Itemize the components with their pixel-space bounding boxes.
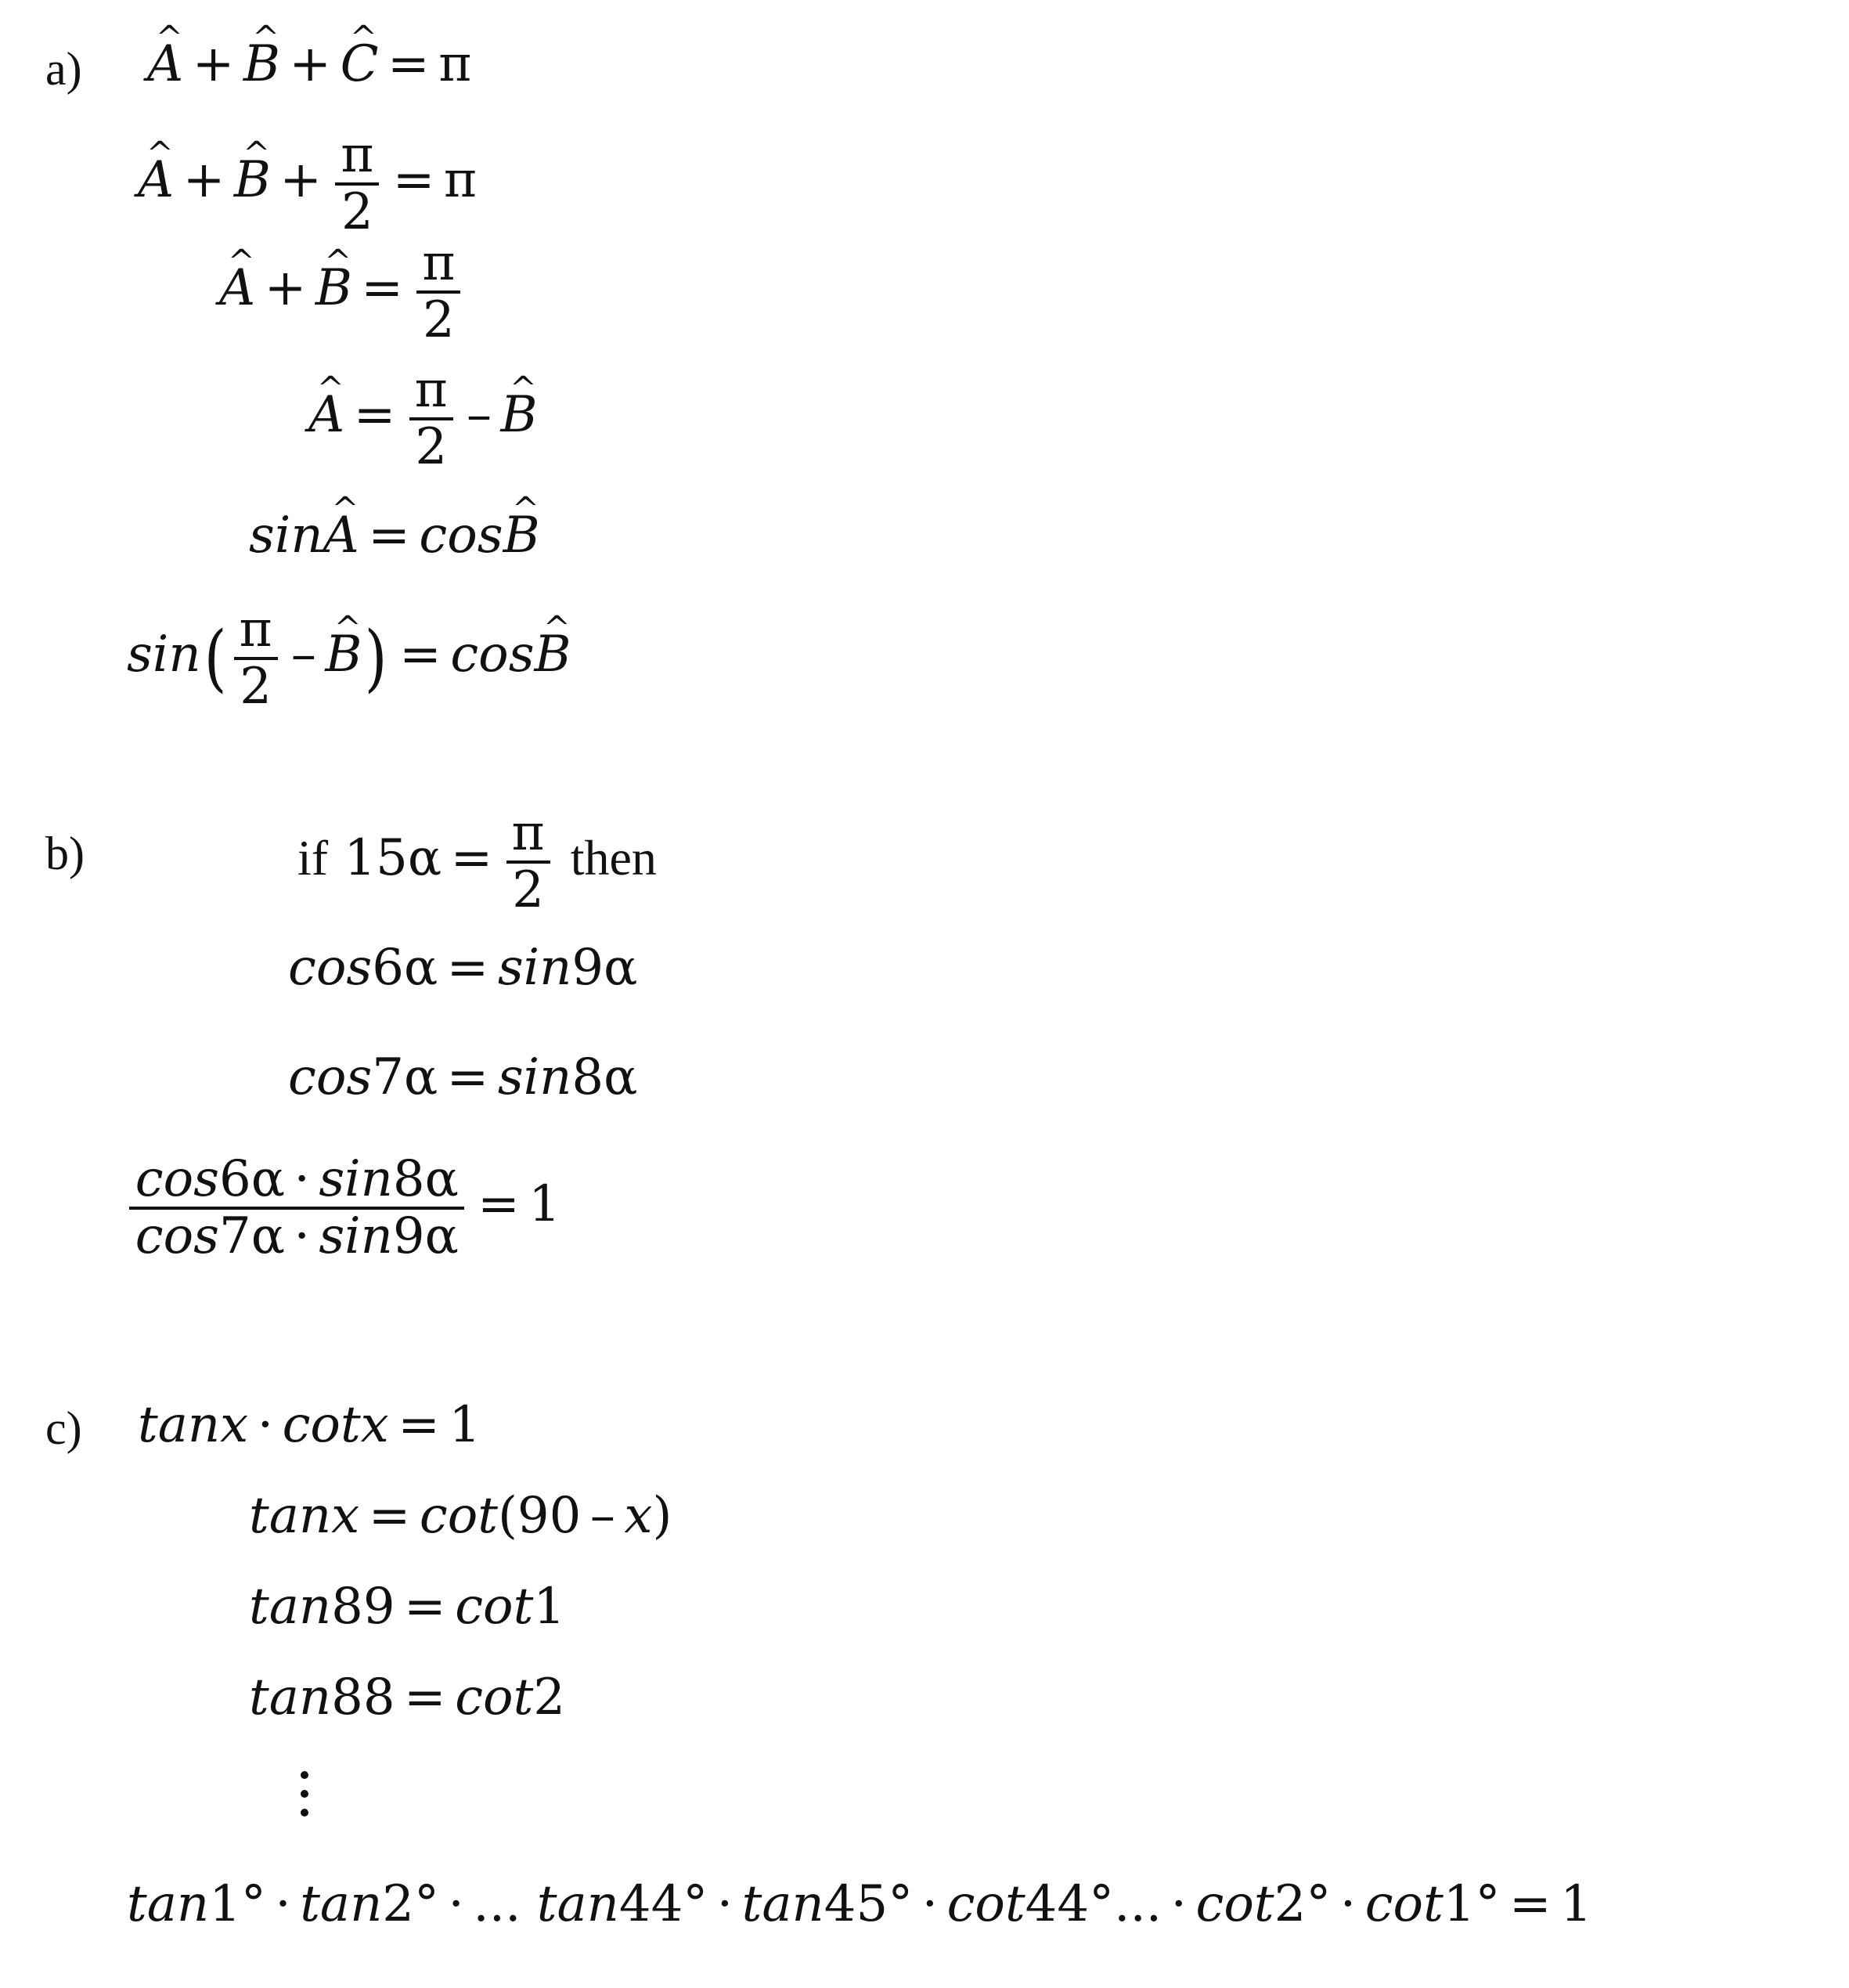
- fraction-trig-product: $\frac{\cos 6\alpha \cdot \sin 8\alpha}{\cos 7\alpha \cdot \sin 9\alpha}$: [129, 1154, 464, 1261]
- fraction-pi-over-2: $\frac{\pi}{2}$: [409, 365, 453, 472]
- equation-a2: ^ A +^ B + $\frac{\pi}{2}$ = π: [138, 130, 477, 237]
- equation-a4: ^ A = $\frac{\pi}{2}$ –^ B: [308, 365, 538, 472]
- equation-b2: cos6α = sin9α: [288, 939, 638, 997]
- equation-c5: tan1° · tan2° · ... tan44° · tan45° · cot44°... · cot2° · cot1° = 1: [127, 1875, 1592, 1933]
- equation-c1: tanx · cotx = 1: [138, 1396, 481, 1454]
- equation-c2: tanx = cot(90 – x): [249, 1487, 672, 1545]
- equation-a1: ^ A +^ B +^ C = π: [147, 39, 471, 89]
- equation-b3: cos7α = sin8α: [288, 1048, 638, 1106]
- fraction-pi-over-2: $\frac{\pi}{2}$: [506, 808, 550, 915]
- B-hat: ^ B: [243, 39, 280, 89]
- fraction-pi-over-2: $\frac{\pi}{2}$: [335, 130, 380, 237]
- equation-a3: ^ A +^ B = $\frac{\pi}{2}$: [219, 238, 465, 345]
- equation-c3: tan89 = cot1: [249, 1578, 565, 1636]
- C-hat: ^ C: [341, 39, 379, 89]
- equation-c4: tan88 = cot2: [249, 1669, 565, 1726]
- vertical-ellipsis: [301, 1771, 310, 1827]
- A-hat: ^ A: [147, 39, 183, 89]
- equation-b4: $\frac{\cos 6\alpha \cdot \sin 8\alpha}{\cos 7\alpha \cdot \sin 9\alpha}$ = 1: [125, 1154, 560, 1261]
- label-part-b: b): [45, 828, 85, 879]
- label-part-a: a): [45, 43, 82, 95]
- label-part-c: c): [45, 1402, 82, 1454]
- fraction-pi-over-2: $\frac{\pi}{2}$: [416, 238, 461, 345]
- pi: π: [438, 35, 472, 93]
- equation-b1: if 15α = $\frac{\pi}{2}$ then: [297, 804, 657, 920]
- fraction-pi-over-2: $\frac{\pi}{2}$: [233, 604, 278, 712]
- equation-a5: sin^ A = cos^ B: [249, 511, 540, 561]
- equation-a6: sin( $\frac{\pi}{2}$ –^ B) = cos^ B: [127, 604, 571, 712]
